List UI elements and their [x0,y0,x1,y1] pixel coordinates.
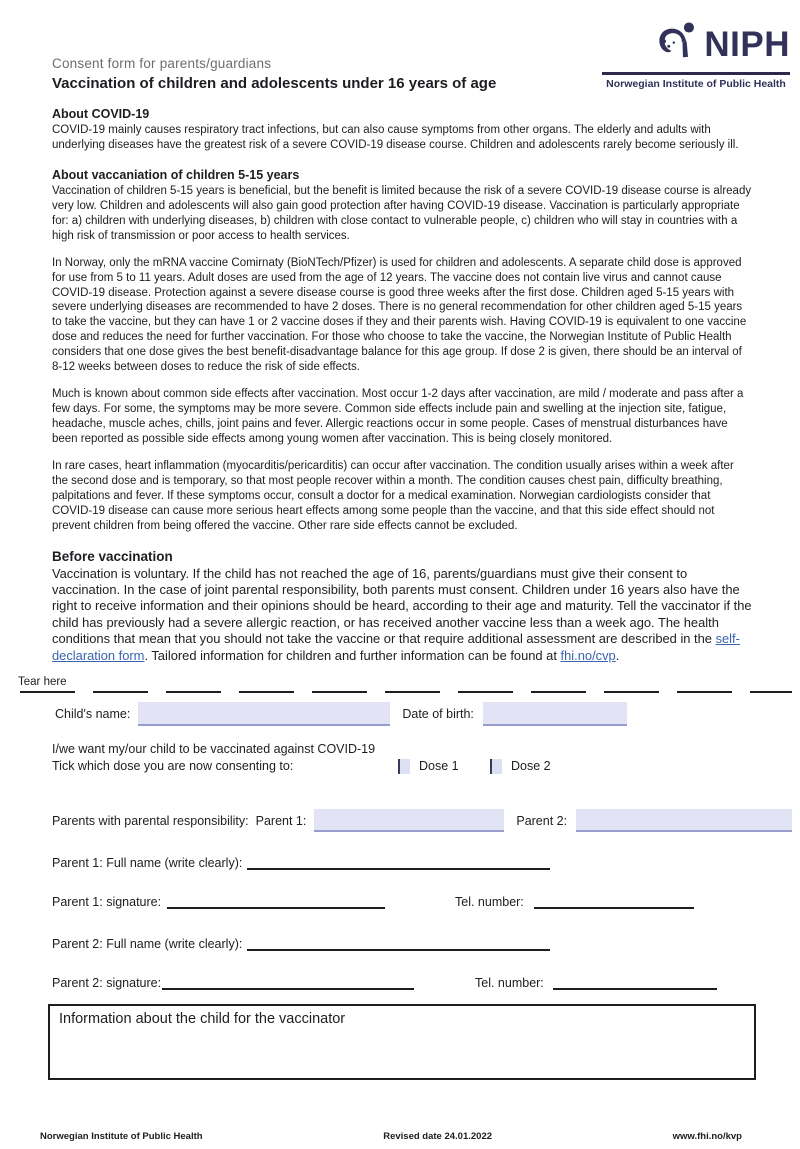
before-vaccination-paragraph [52,566,752,664]
about-vaccination-paragraph-1: Vaccination of children 5-15 years is beneficial, but the benefit is limited because the risk of a severe COVID-19 disease course is already very low. Children and adolescents will also gain good protection after having COVID-19 disease. Vaccination is particularly appropriate for: a) children with underlying diseases, b) children with close contact to vulnerable people, c) children who will stay in countries with a high risk of transmission or poor access to health services. [52,184,752,242]
form-subtitle: Consent form for parents/guardians [52,56,272,71]
tear-here-label: Tear here [18,675,67,688]
parent-1-tel-line[interactable] [534,894,694,909]
page-title: Vaccination of children and adolescents under 16 years of age [52,75,497,92]
parent-1-name-input[interactable] [314,809,504,832]
vaccinator-info-box[interactable] [48,1004,756,1080]
parent-2-tel-line[interactable] [553,975,717,990]
dose-2-checkbox[interactable] [490,759,502,774]
niph-logo [602,20,790,90]
parental-responsibility-label: Parents with parental responsibility: [52,813,249,828]
section-heading-about-covid: About COVID-19 [52,107,150,121]
dose-tick-row [52,758,800,776]
information-content [0,107,800,664]
about-vaccination-paragraph-3: Much is known about common side effects after vaccination. Most occur 1-2 days after vaccination, are mild / moderate and pass after a few days. For some, the symptoms may be more severe. Common side effects include pain and swelling at the injection site, fatigue, headache, muscle aches, chills, joint pains and fever. Allergic reactions occur in some people. Cases of menstrual disturbances have been reported as possible side effects among young women after vaccination. This is being closely monitored. [52,388,744,445]
consent-statement: I/we want my/our child to be vaccinated against COVID-19 [52,741,376,756]
parent-2-tel-label: Tel. number: [475,976,544,991]
vaccinator-info-label: Information about the child for the vaccinator [59,1011,346,1028]
parent-1-signature-line[interactable] [167,894,385,909]
logo-org-name: Norwegian Institute of Public Health [606,78,786,90]
dose-2-label: Dose 2 [511,759,551,774]
logo-divider-bar [602,72,790,75]
about-vaccination-paragraph-4: In rare cases, heart inflammation (myocarditis/pericarditis) can occur after vaccination. The condition usually arises within a week after the second dose and is temporary, so that most people recover within a month. The condition causes chest pain, difficulty breathing, palpitations and fever. If these symptoms occur, consult a doctor for a medical examination. Norwegian cardiologists consider that COVID-19 disease can cause more serious heart effects among some people than the vaccine, and that this side effect should not prevent children from being offered the vaccine. Other rare side effects cannot be excluded. [52,459,734,532]
parent-1-fullname-label: Parent 1: Full name (write clearly): [52,856,243,871]
tear-dashed-line [20,691,792,693]
tear-section [0,676,800,693]
before-vaccination-text-3: . [615,647,620,663]
about-covid-paragraph: COVID-19 mainly causes respiratory tract infections, but can also cause symptoms from other organs. The elderly and adults with underlying diseases have the greatest risk of a severe COVID-19 disease course. Children and adolescents rarely become seriously ill. [52,124,739,151]
section-heading-about-vaccination: About vaccaniation of children 5-15 years [52,167,300,182]
parent-2-fullname-line[interactable] [247,936,550,951]
parent-2-signature-label: Parent 2: signature: [52,976,162,991]
niph-acronym: NIPH [704,24,790,64]
about-vaccination-paragraph-2: In Norway, only the mRNA vaccine Comirnaty (BioNTech/Pfizer) is used for children and adolescents. A separate child dose is approved for use from 5 to 11 years. Adult doses are used from the age of 12 years. The vaccine does not contain live virus and cannot cause COVID-19 disease. Protection against a severe disease course is good three weeks after the first dose. Children aged 5-15 years with severe underlying diseases are recommended to have 2 doses. There is no general recommendation for other children aged 5-15 years to take the vaccine, but they can have 1 or 2 vaccine doses if they and their parents wish. Having COVID-19 is equivalent to one vaccine dose and reduces the need for further vaccination. For those who choose to take the vaccine, the Norwegian Institute of Public Health considers that one dose gives the best benefit-disadvantage balance for this age group. If dose 2 is given, there should be an interval of 8-12 weeks between doses to reduce the risk of side effects. [52,256,747,374]
parent-2-fullname-label: Parent 2: Full name (write clearly): [52,937,243,952]
date-of-birth-input[interactable] [483,702,627,726]
child-name-label: Child's name: [55,706,131,721]
dose-1-label: Dose 1 [419,759,459,774]
niph-figure-icon [655,20,699,68]
parent-2-label: Parent 2: [516,813,568,828]
footer-url: www.fhi.no/kvp [672,1131,742,1142]
parent-1-tel-label: Tel. number: [455,895,524,910]
parent-1-signature-label: Parent 1: signature: [52,895,162,910]
date-of-birth-label: Date of birth: [402,706,474,721]
parent-1-label: Parent 1: [255,813,307,828]
dose-1-checkbox[interactable] [398,759,410,774]
tick-instruction: Tick which dose you are now consenting to: [52,759,294,774]
child-name-input[interactable] [138,702,390,726]
footer-org: Norwegian Institute of Public Health [40,1131,203,1142]
before-vaccination-text-1: Vaccination is voluntary. If the child has not reached the age of 16, parents/guardians must give their consent to vaccination. In the case of joint parental responsibility, both parents must consent. Children under 16 years also have the right to receive information and their opinions should be heard, according to their age and maturity. Tell the vaccinator if the child has previously had a severe allergic reaction, or has received another vaccine less than a week ago. The health conditions that mean that you should not take the vaccine or that require additional assessment are described in the [52,565,752,647]
parent-1-fullname-line[interactable] [247,855,550,870]
parent-2-signature-line[interactable] [162,975,414,990]
parent-2-name-input[interactable] [576,809,792,832]
self-declaration-form-link[interactable]: self-declaration form [52,631,740,663]
fhi-no-cvp-link[interactable]: fhi.no/cvp [560,647,616,663]
section-heading-before-vaccination: Before vaccination [52,548,173,564]
page-footer [0,1131,800,1142]
before-vaccination-text-2: . Tailored information for children and further information can be found at [144,647,561,663]
footer-revised-date: Revised date 24.01.2022 [383,1131,493,1142]
consent-form-fields [0,702,800,1080]
